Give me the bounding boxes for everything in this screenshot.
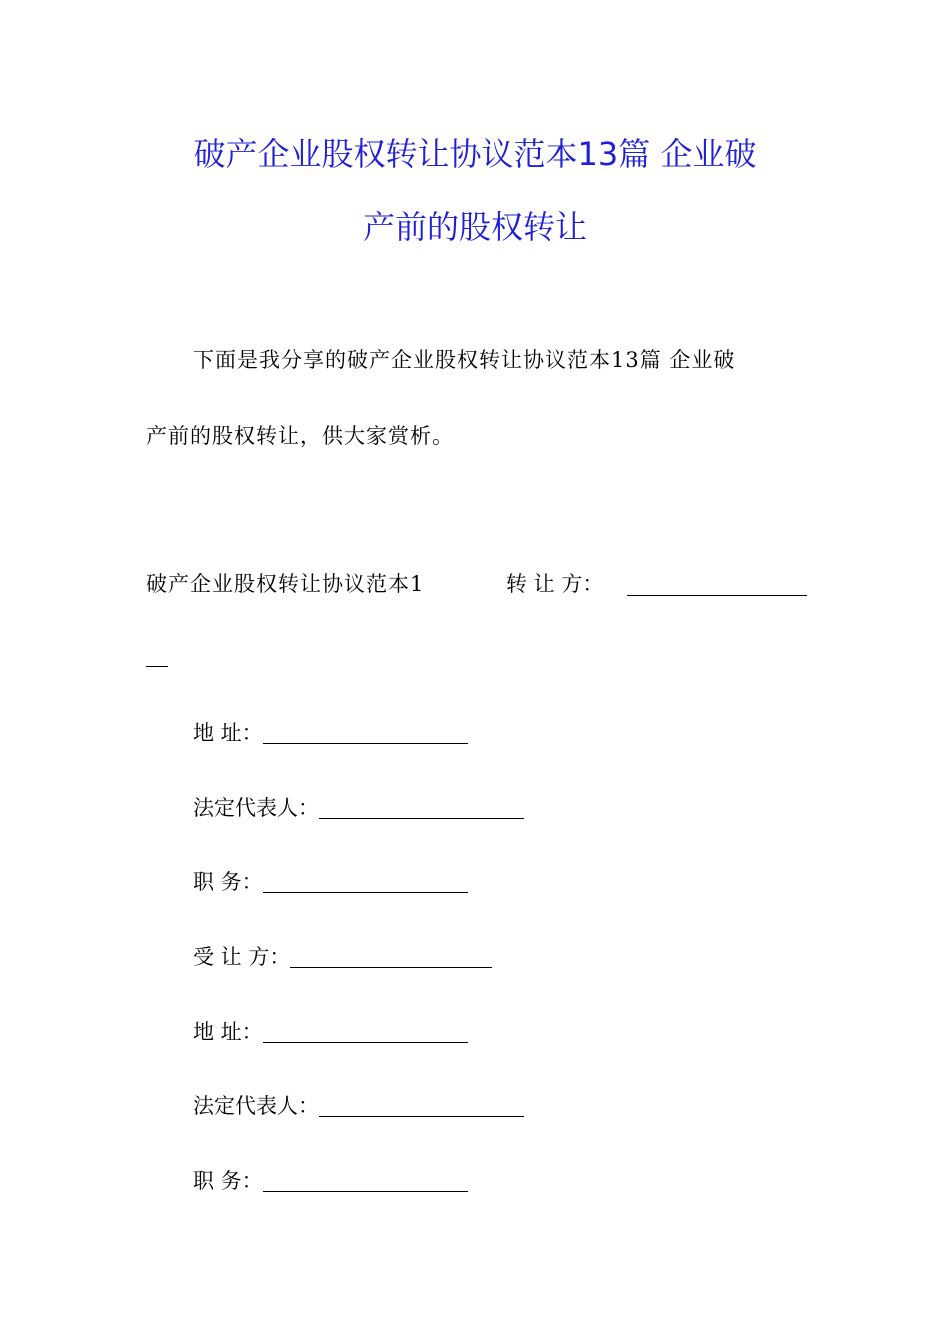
- transferee-legal-representative-field: [193, 1091, 524, 1121]
- document-title-line-2: 产前的股权转让: [362, 208, 587, 246]
- field-label: 法定代表人：: [193, 796, 319, 820]
- transferee-position-field: [193, 1166, 468, 1196]
- transferor-blank-continuation: [146, 665, 168, 667]
- transferor-label: 转 让 方：: [506, 572, 604, 596]
- transferee-field: [193, 942, 492, 972]
- document-title-line-1: 破产企业股权转让协议范本13篇 企业破: [193, 135, 757, 173]
- transferor-blank-line: [627, 594, 807, 596]
- field-blank-line: [263, 742, 468, 744]
- transferor-legal-representative-field: [193, 793, 524, 823]
- field-blank-line: [319, 817, 524, 819]
- field-blank-line: [290, 966, 492, 968]
- field-blank-line: [263, 891, 468, 893]
- section-heading: 破产企业股权转让协议范本1: [146, 572, 425, 596]
- field-label: 法定代表人：: [193, 1094, 319, 1118]
- field-label: 地 址：: [193, 721, 263, 745]
- transferor-position-field: [193, 867, 468, 897]
- field-blank-line: [319, 1115, 524, 1117]
- field-label: 受 让 方：: [193, 945, 291, 969]
- intro-paragraph-line-1: 下面是我分享的破产企业股权转让协议范本13篇 企业破: [193, 348, 736, 372]
- field-blank-line: [263, 1190, 468, 1192]
- field-blank-line: [263, 1041, 468, 1043]
- field-label: 职 务：: [193, 1169, 263, 1193]
- transferor-address-field: [193, 718, 468, 748]
- field-label: 职 务：: [193, 870, 263, 894]
- field-label: 地 址：: [193, 1020, 263, 1044]
- transferee-address-field: [193, 1017, 468, 1047]
- intro-paragraph-line-2: 产前的股权转让，供大家赏析。: [146, 424, 454, 448]
